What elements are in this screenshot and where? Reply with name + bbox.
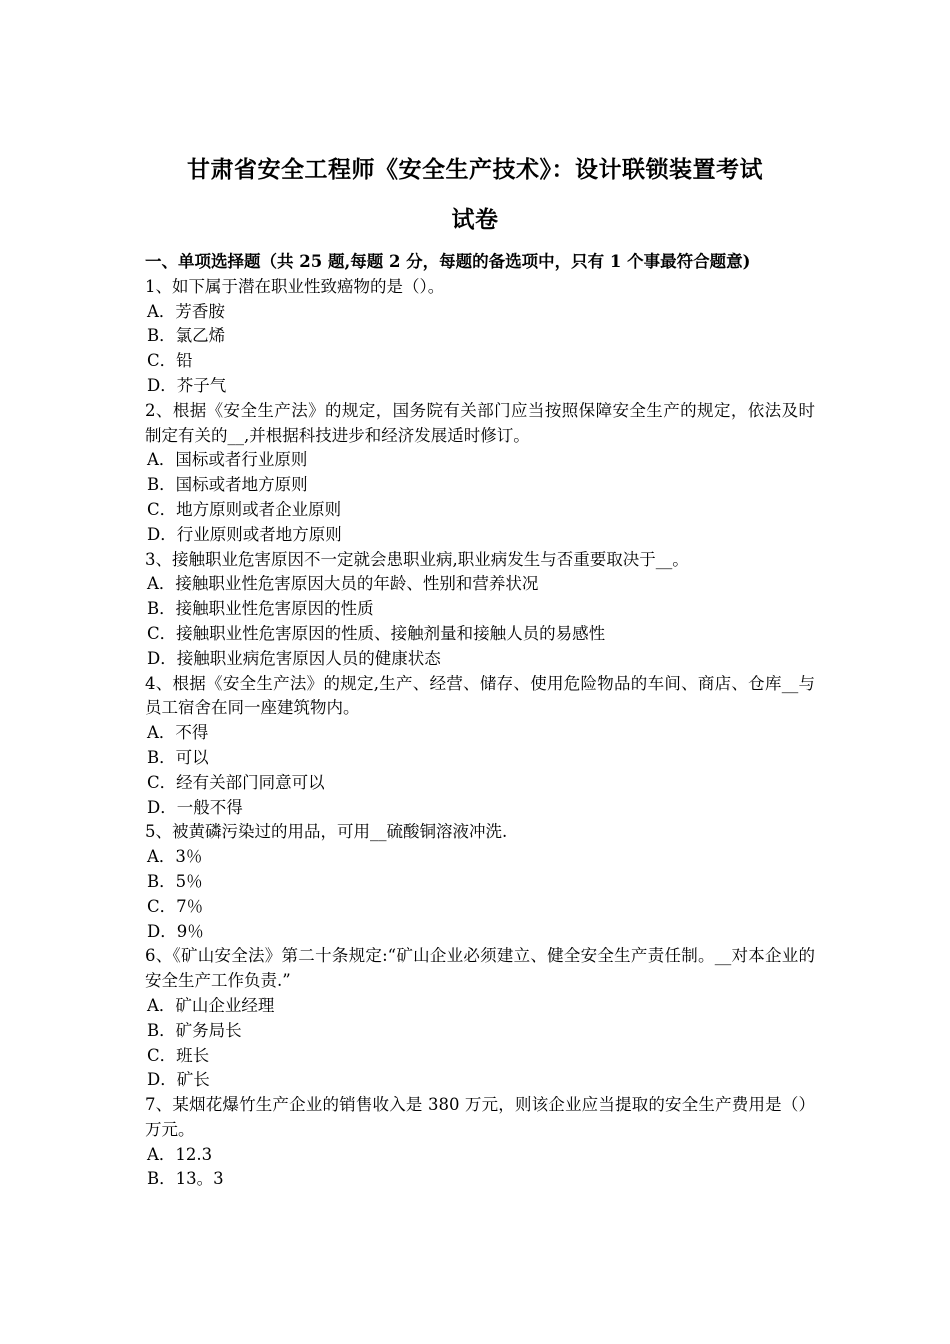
question-5 [145, 820, 815, 944]
question-4-text: 4、根据《安全生产法》的规定,生产、经营、储存、使用危险物品的车间、商店、仓库__与员工宿舍在同一座建筑物内。 [145, 673, 815, 718]
exam-content [145, 250, 815, 1192]
question-5-text: 5、被黄磷污染过的用品，可用__硫酸铜溶液冲洗. [145, 822, 508, 842]
question-4-option-b: B．可以 [147, 747, 209, 767]
question-2 [145, 399, 815, 548]
document-title-line-1: 甘肃省安全工程师《安全生产技术》：设计联锁装置考试 [187, 157, 763, 183]
question-1-text: 1、如下属于潜在职业性致癌物的是（）。 [145, 276, 445, 296]
section-heading: 一、单项选择题（共 25 题,每题 2 分，每题的备选项中，只有 1 个事最符合题意) [145, 252, 751, 271]
question-7-option-b: B．13。3 [147, 1169, 224, 1189]
question-3-option-b: B．接触职业性危害原因的性质 [147, 599, 374, 619]
question-6-option-d: D．矿长 [147, 1070, 210, 1090]
question-6 [145, 944, 815, 1093]
question-2-text: 2、根据《安全生产法》的规定，国务院有关部门应当按照保障安全生产的规定，依法及时制定有关的__,并根据科技进步和经济发展适时修订。 [145, 400, 815, 445]
question-1-option-a: A．芳香胺 [147, 301, 225, 321]
question-4-option-d: D．一般不得 [147, 797, 243, 817]
question-3-option-a: A．接触职业性危害原因大员的年龄、性别和营养状况 [147, 574, 539, 594]
question-1-option-c: C．铅 [147, 351, 193, 371]
question-6-text: 6、《矿山安全法》第二十条规定:“矿山企业必须建立、健全安全生产责任制。__对本企业的安全生产工作负责.” [145, 946, 815, 991]
question-7-option-a: A．12.3 [147, 1144, 213, 1164]
question-4 [145, 672, 815, 821]
question-5-option-b: B．5％ [147, 871, 203, 891]
question-6-option-a: A．矿山企业经理 [147, 995, 275, 1015]
question-3-option-c: C．接触职业性危害原因的性质、接触剂量和接触人员的易感性 [147, 623, 606, 643]
question-5-option-d: D．9％ [147, 921, 204, 941]
question-2-option-d: D．行业原则或者地方原则 [147, 524, 342, 544]
question-4-option-a: A．不得 [147, 723, 209, 743]
question-7 [145, 1093, 815, 1192]
question-1-option-b: B．氯乙烯 [147, 326, 226, 346]
question-6-option-b: B．矿务局长 [147, 1020, 242, 1040]
question-3 [145, 548, 815, 672]
question-2-option-b: B．国标或者地方原则 [147, 475, 308, 495]
question-4-option-c: C．经有关部门同意可以 [147, 772, 325, 792]
question-5-option-c: C．7％ [147, 896, 204, 916]
document-title-line-2: 试卷 [451, 207, 499, 233]
question-3-text: 3、接触职业危害原因不一定就会患职业病,职业病发生与否重要取决于__。 [145, 549, 689, 569]
question-5-option-a: A．3％ [147, 847, 203, 867]
question-6-option-c: C．班长 [147, 1045, 210, 1065]
question-1 [145, 275, 815, 399]
question-2-option-c: C．地方原则或者企业原则 [147, 499, 342, 519]
question-1-option-d: D．芥子气 [147, 375, 227, 395]
question-7-text: 7、某烟花爆竹生产企业的销售收入是 380 万元，则该企业应当提取的安全生产费用是（）万元。 [145, 1095, 815, 1139]
question-3-option-d: D．接触职业病危害原因人员的健康状态 [147, 648, 441, 668]
question-2-option-a: A．国标或者行业原则 [147, 450, 308, 470]
